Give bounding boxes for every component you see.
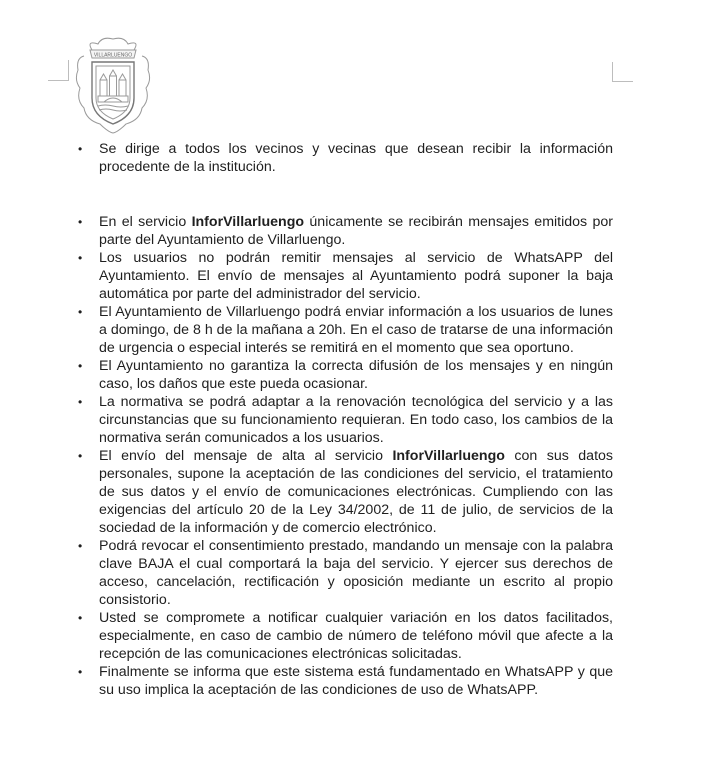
- list-item-text: En el servicio: [99, 214, 192, 230]
- bullet-icon: •: [78, 215, 83, 229]
- list-item-text: Los usuarios no podrán remitir mensajes al servicio de WhatsAPP del Ayuntamiento. El envío de mensajes al Ayuntamiento podrá suponer la baja automática por parte del administrador del servicio.: [99, 250, 613, 302]
- list-item: [78, 447, 613, 537]
- list-item-text: El Ayuntamiento no garantiza la correcta difusión de los mensajes y en ningún caso, los daños que este pueda ocasionar.: [99, 358, 613, 392]
- list-item-text: Finalmente se informa que este sistema está fundamentado en WhatsAPP y que su uso implica la aceptación de las condiciones de uso de WhatsAPP.: [99, 664, 613, 698]
- list-item-text: El Ayuntamiento de Villarluengo podrá enviar información a los usuarios de lunes a domingo, de 8 h de la mañana a 20h. En el caso de tratarse de una información de urgencia o especial interés se remitirá en el momento que sea oportuno.: [99, 304, 613, 356]
- crest-banner-text: VILLARLUENGO: [93, 52, 133, 59]
- list-item-text: Podrá revocar el consentimiento prestado, mandando un mensaje con la palabra clave BAJA el cual comportará la baja del servicio. Y ejercer sus derechos de acceso, cancelación, rectificación y oposición mediante un escrito al propio consistorio.: [99, 538, 613, 608]
- list-item: [78, 140, 613, 176]
- coat-of-arms-logo: [72, 36, 154, 134]
- list-item-text: El envío del mensaje de alta al servicio: [99, 448, 393, 464]
- bullet-icon: •: [78, 539, 83, 553]
- bullet-icon: •: [78, 611, 83, 625]
- terms-bullet-list: [78, 140, 613, 699]
- list-item: [78, 663, 613, 699]
- list-item: [78, 609, 613, 663]
- list-item: [78, 303, 613, 357]
- bullet-icon: •: [78, 251, 83, 265]
- bullet-icon: •: [78, 305, 83, 319]
- margin-corner-mark-right: [612, 62, 633, 82]
- list-item: [78, 537, 613, 609]
- list-item: [78, 393, 613, 447]
- list-item-text: Se dirige a todos los vecinos y vecinas que desean recibir la información procedente de la institución.: [99, 141, 613, 175]
- bullet-icon: •: [78, 142, 83, 156]
- bullet-icon: •: [78, 359, 83, 373]
- bullet-icon: •: [78, 395, 83, 409]
- bullet-icon: •: [78, 665, 83, 679]
- service-name: InforVillarluengo: [191, 214, 305, 230]
- list-item-text: con sus datos personales, supone la aceptación de las condiciones del servicio, el tratamiento de sus datos y el envío de comunicaciones electrónicas. Cumpliendo con las exigencias del artículo 20 de la Ley 34/2002, de 11 de julio, de servicios de la sociedad de la información y de comercio electrónico.: [99, 448, 613, 536]
- margin-corner-mark-left: [48, 60, 69, 81]
- list-item: [78, 357, 613, 393]
- service-name: InforVillarluengo: [392, 448, 505, 464]
- bullet-icon: •: [78, 449, 83, 463]
- list-item-text: La normativa se podrá adaptar a la renovación tecnológica del servicio y a las circunstancias que su funcionamiento requieran. En todo caso, los cambios de la normativa serán comunicados a los usuarios.: [99, 394, 613, 446]
- list-item: [78, 249, 613, 303]
- list-item-text: Usted se compromete a notificar cualquier variación en los datos facilitados, especialmente, en caso de cambio de número de teléfono móvil que afecte a la recepción de las comunicaciones electrónicas solicitadas.: [99, 610, 613, 662]
- list-item-text: únicamente se recibirán mensajes emitidos por parte del Ayuntamiento de Villarluengo.: [99, 214, 614, 248]
- list-item: [78, 213, 613, 249]
